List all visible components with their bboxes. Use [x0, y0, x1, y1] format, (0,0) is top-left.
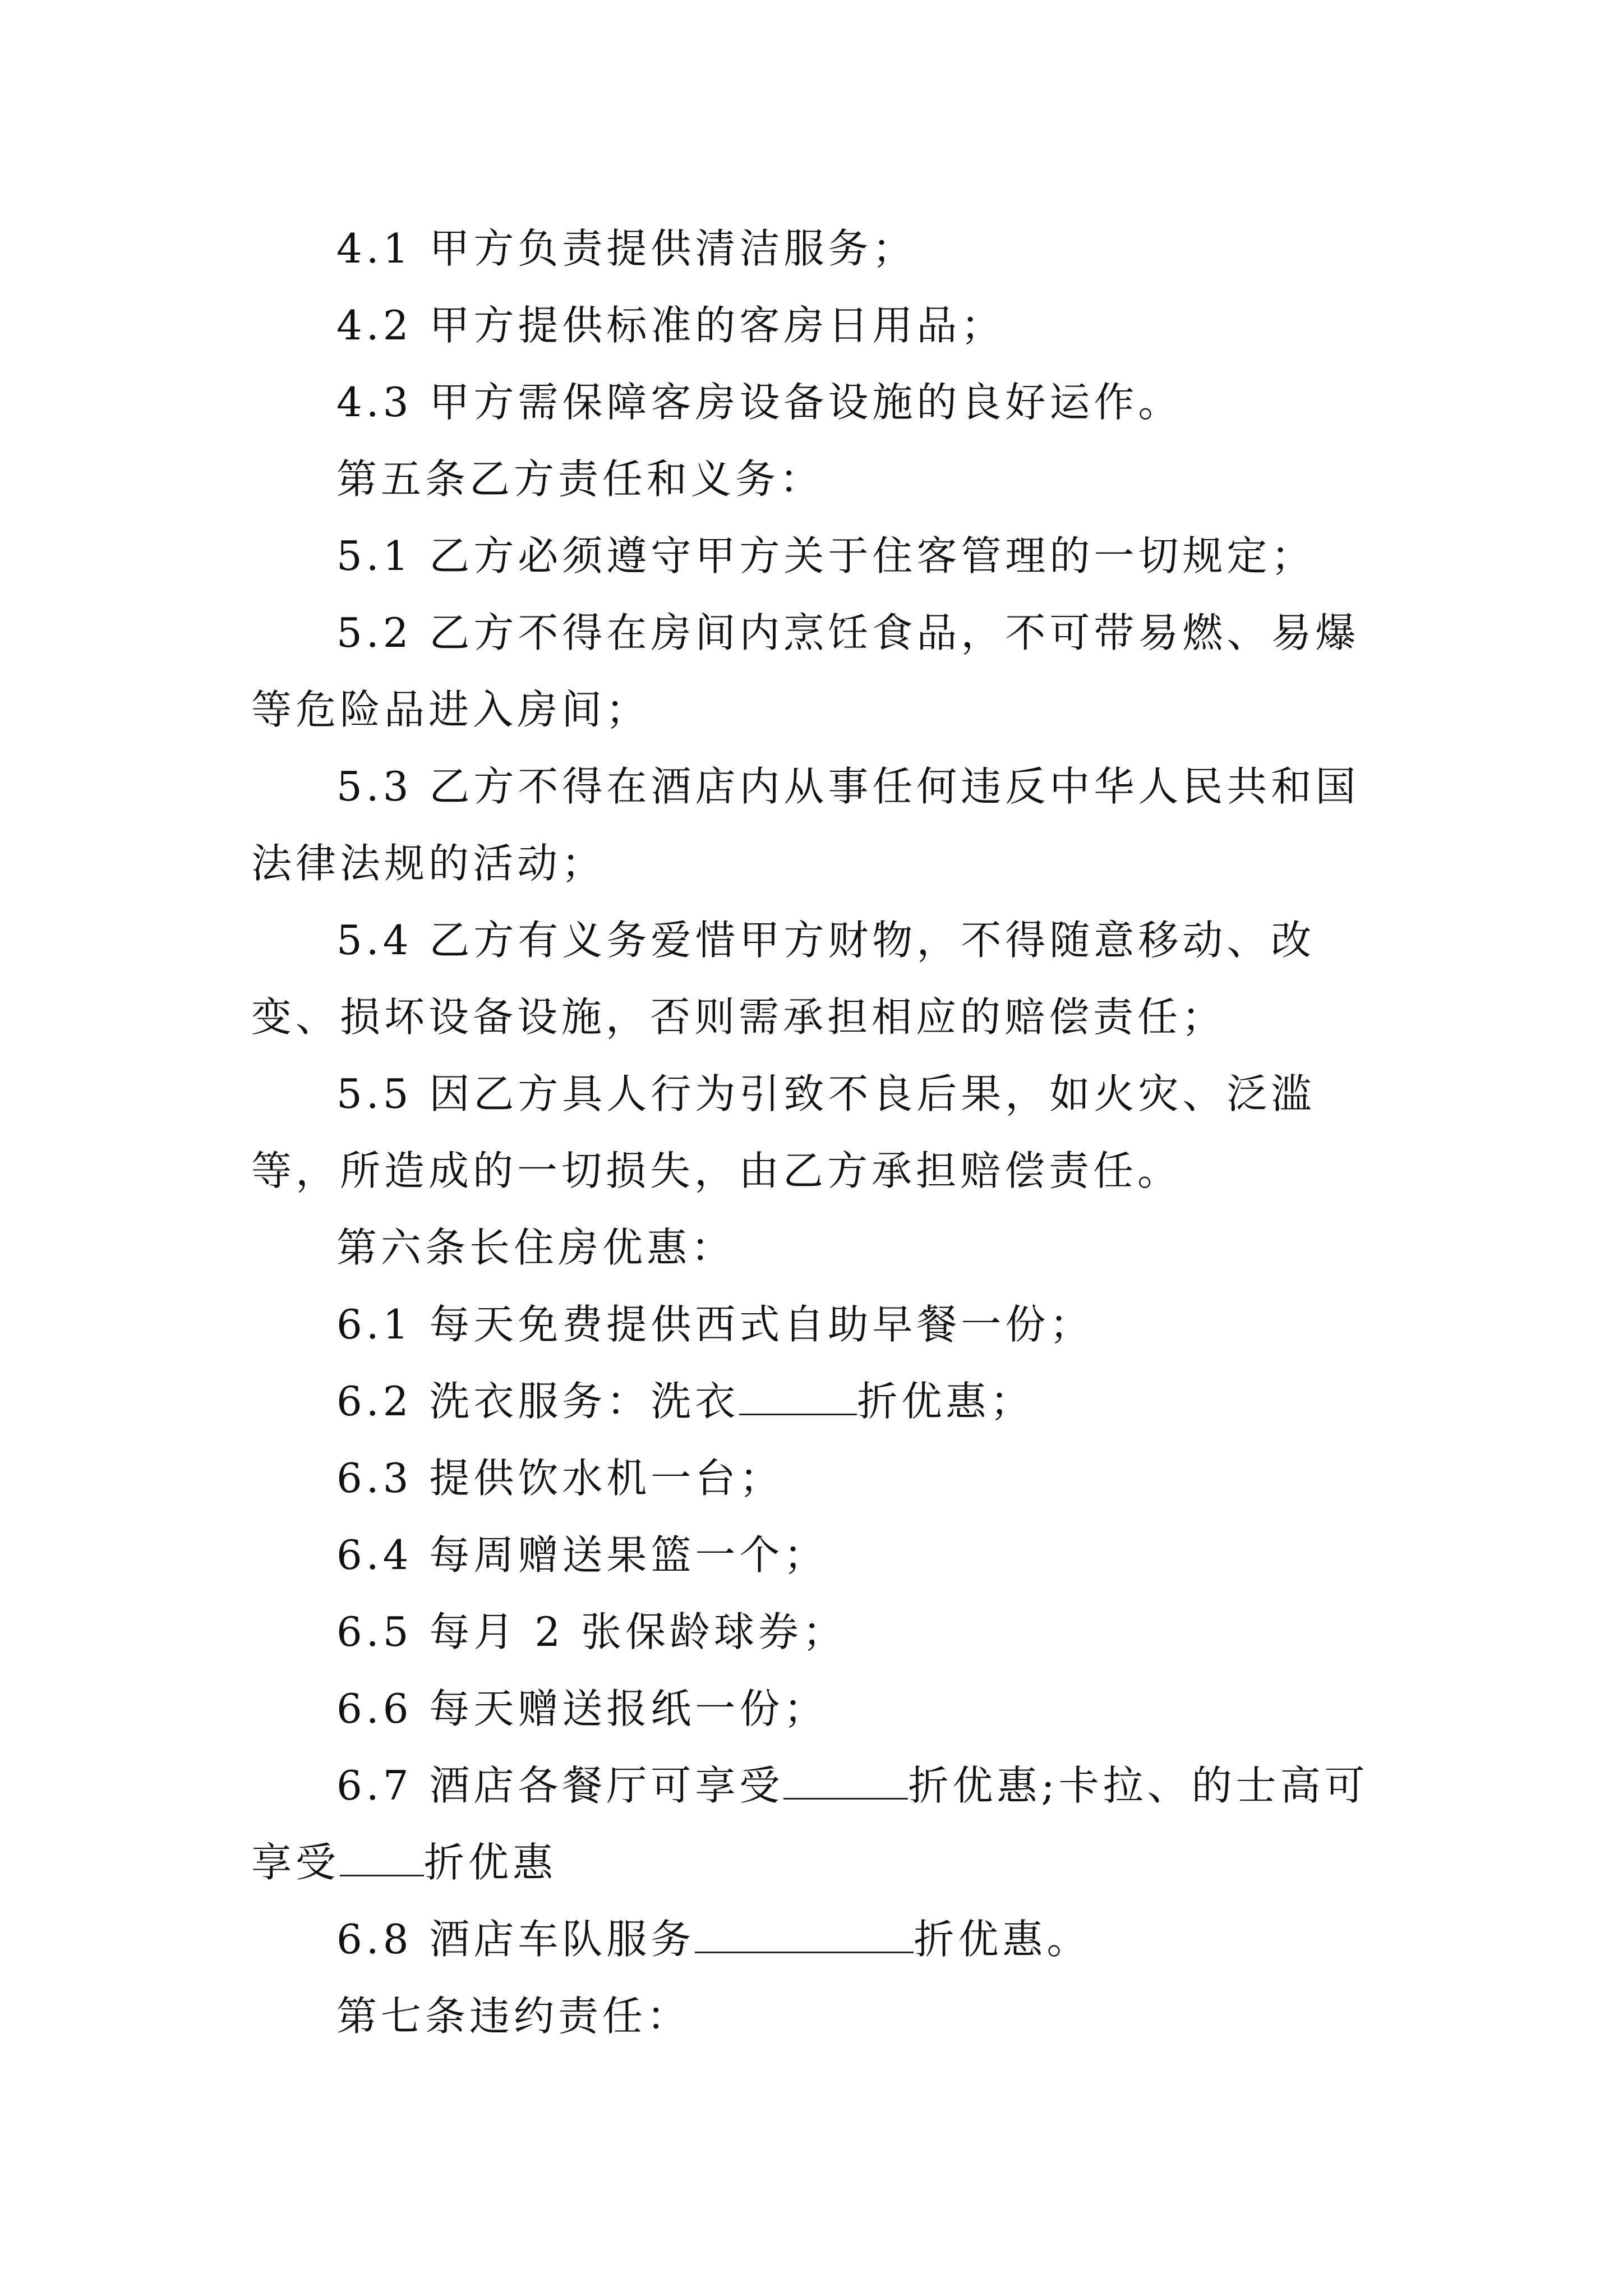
article-5-heading: 第五条乙方责任和义务：	[336, 455, 824, 503]
clause-4-2: 4.2 甲方提供标准的客房日用品；	[336, 302, 1006, 349]
blank-line	[695, 1920, 914, 1953]
article-6-heading: 第六条长住房优惠：	[336, 1224, 736, 1271]
clause-6-7-text-end: 折优惠	[424, 1839, 557, 1886]
blank-line	[340, 1843, 424, 1876]
clause-4-3: 4.3 甲方需保障客房设备设施的良好运作。	[336, 379, 1183, 426]
clause-6-3: 6.3 提供饮水机一台；	[336, 1455, 784, 1502]
article-7-heading: 第七条违约责任：	[336, 1993, 691, 2040]
clause-5-1: 5.1 乙方必须遵守甲方关于住客管理的一切规定；	[336, 532, 1316, 579]
clause-5-5: 5.5 因乙方具人行为引致不良后果，如火灾、泛滥等，所造成的一切损失，由乙方承担赔偿责任。	[251, 1070, 1316, 1194]
clause-5-2: 5.2 乙方不得在房间内烹饪食品，不可带易燃、易爆等危险品进入房间；	[251, 609, 1360, 733]
blank-line	[739, 1382, 857, 1415]
clause-6-7-text-middle: 折优惠;卡拉、的士高可享受	[251, 1762, 1369, 1886]
clause-6-7	[251, 1747, 1384, 1901]
clause-6-2	[251, 1363, 1384, 1440]
blank-line	[783, 1766, 908, 1800]
document-body	[251, 210, 1384, 2055]
clause-6-5: 6.5 每月 2 张保龄球券；	[336, 1608, 847, 1655]
clause-6-2-text-end: 折优惠；	[857, 1378, 1035, 1425]
clause-6-4: 6.4 每周赠送果篮一个；	[336, 1531, 828, 1579]
clause-4-1: 4.1 甲方负责提供清洁服务；	[336, 225, 917, 272]
clause-6-1: 6.1 每天免费提供西式自助早餐一份；	[336, 1301, 1094, 1348]
clause-6-6: 6.6 每天赠送报纸一份；	[336, 1685, 828, 1732]
clause-6-2-text-start: 6.2 洗衣服务：洗衣	[336, 1378, 740, 1425]
clause-6-8-text-end: 折优惠。	[914, 1916, 1091, 1963]
clause-6-8-text-start: 6.8 酒店车队服务	[336, 1916, 695, 1963]
clause-6-8	[251, 1901, 1384, 1978]
clause-5-3: 5.3 乙方不得在酒店内从事任何违反中华人民共和国法律法规的活动；	[251, 763, 1360, 887]
clause-6-7-text-start: 6.7 酒店各餐厅可享受	[336, 1762, 784, 1809]
clause-5-4: 5.4 乙方有义务爱惜甲方财物，不得随意移动、改变、损坏设备设施，否则需承担相应的赔偿责任；	[251, 917, 1316, 1041]
